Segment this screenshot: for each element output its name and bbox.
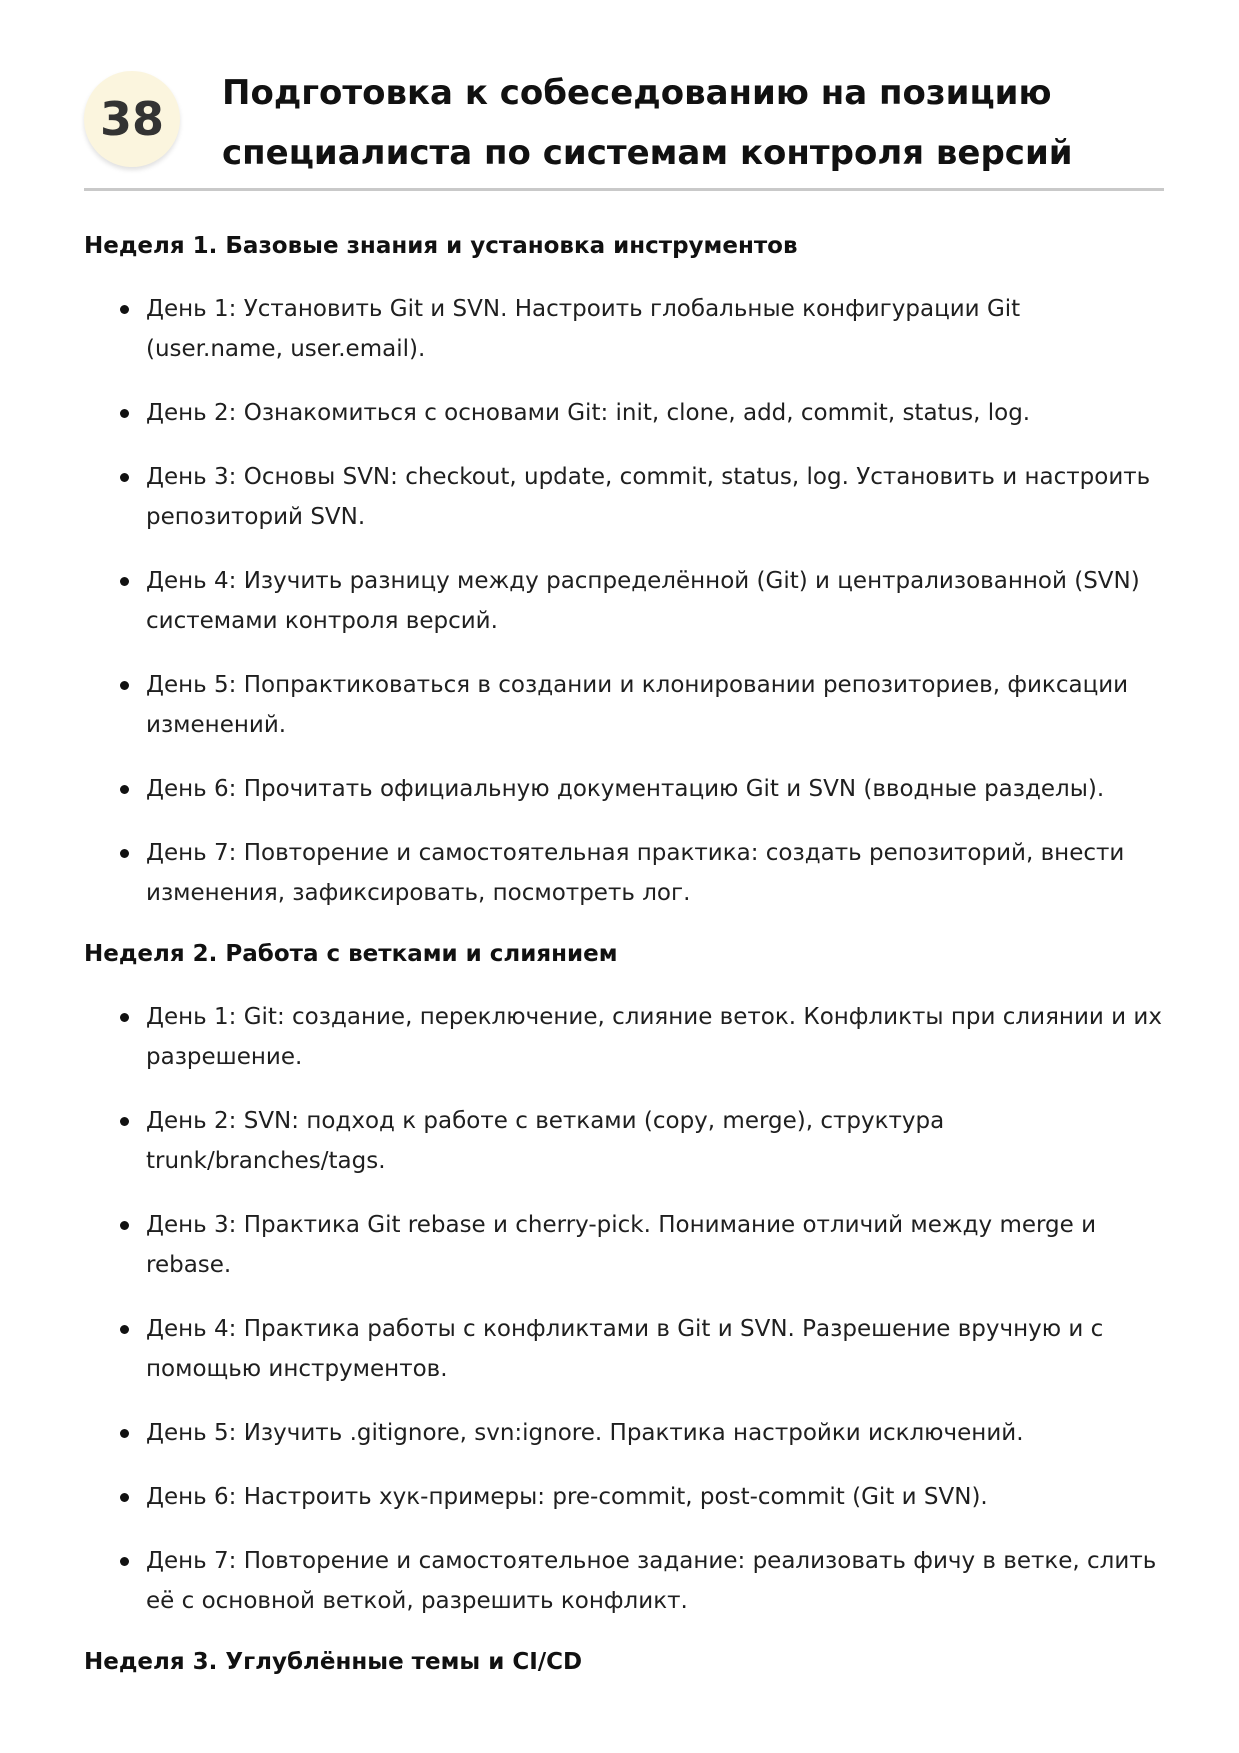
list-item	[84, 997, 1164, 1077]
week-2-day-list	[84, 997, 1164, 1621]
day-text: День 7: Повторение и самостоятельное задание: реализовать фичу в ветке, слить её с основной веткой, разрешить конфликт.	[146, 1548, 1157, 1614]
bullet-icon	[120, 1325, 129, 1334]
document-body	[84, 226, 1164, 1682]
day-text: День 1: Установить Git и SVN. Настроить глобальные конфигурации Git (user.name, user.email).	[146, 296, 1021, 362]
bullet-icon	[120, 1221, 129, 1230]
week-1-heading: Неделя 1. Базовые знания и установка инструментов	[84, 233, 798, 259]
day-text: День 7: Повторение и самостоятельная практика: создать репозиторий, внести изменения, зафиксировать, посмотреть лог.	[146, 840, 1125, 906]
week-3-heading: Неделя 3. Углублённые темы и CI/CD	[84, 1649, 583, 1675]
day-text: День 6: Прочитать официальную документацию Git и SVN (вводные разделы).	[146, 776, 1105, 802]
list-item	[84, 457, 1164, 537]
day-text: День 2: SVN: подход к работе с ветками (copy, merge), структура trunk/branches/tags.	[146, 1108, 945, 1174]
page-title: Подготовка к собеседованию на позицию специалиста по системам контроля версий	[222, 73, 1073, 173]
list-item	[84, 289, 1164, 369]
week-3-section	[84, 1642, 1164, 1682]
page-header	[84, 58, 1164, 191]
bullet-icon	[120, 305, 129, 314]
week-2-heading: Неделя 2. Работа с ветками и слиянием	[84, 941, 618, 967]
week-1-section	[84, 226, 1164, 913]
list-item	[84, 393, 1164, 433]
list-item	[84, 1309, 1164, 1389]
chapter-number-badge: 38	[84, 71, 180, 167]
bullet-icon	[120, 473, 129, 482]
day-text: День 3: Основы SVN: checkout, update, commit, status, log. Установить и настроить репозиторий SVN.	[146, 464, 1151, 530]
day-text: День 4: Практика работы с конфликтами в Git и SVN. Разрешение вручную и с помощью инструментов.	[146, 1316, 1104, 1382]
bullet-icon	[120, 681, 129, 690]
day-text: День 5: Попрактиковаться в создании и клонировании репозиториев, фиксации изменений.	[146, 672, 1129, 738]
day-text: День 2: Ознакомиться с основами Git: init, clone, add, commit, status, log.	[146, 400, 1031, 426]
bullet-icon	[120, 577, 129, 586]
day-text: День 5: Изучить .gitignore, svn:ignore. Практика настройки исключений.	[146, 1420, 1024, 1446]
week-2-section	[84, 934, 1164, 1621]
list-item	[84, 665, 1164, 745]
list-item	[84, 1541, 1164, 1621]
list-item	[84, 1101, 1164, 1181]
bullet-icon	[120, 1117, 129, 1126]
list-item	[84, 769, 1164, 809]
bullet-icon	[120, 785, 129, 794]
day-text: День 3: Практика Git rebase и cherry-pick. Понимание отличий между merge и rebase.	[146, 1212, 1097, 1278]
week-1-day-list	[84, 289, 1164, 913]
day-text: День 4: Изучить разницу между распределённой (Git) и централизованной (SVN) системами контроля версий.	[146, 568, 1140, 634]
day-text: День 6: Настроить хук-примеры: pre-commit, post-commit (Git и SVN).	[146, 1484, 988, 1510]
bullet-icon	[120, 409, 129, 418]
list-item	[84, 1413, 1164, 1453]
bullet-icon	[120, 1013, 129, 1022]
list-item	[84, 833, 1164, 913]
day-text: День 1: Git: создание, переключение, слияние веток. Конфликты при слиянии и их разрешение.	[146, 1004, 1162, 1070]
list-item	[84, 561, 1164, 641]
bullet-icon	[120, 1557, 129, 1566]
bullet-icon	[120, 849, 129, 858]
list-item	[84, 1477, 1164, 1517]
list-item	[84, 1205, 1164, 1285]
bullet-icon	[120, 1493, 129, 1502]
bullet-icon	[120, 1429, 129, 1438]
